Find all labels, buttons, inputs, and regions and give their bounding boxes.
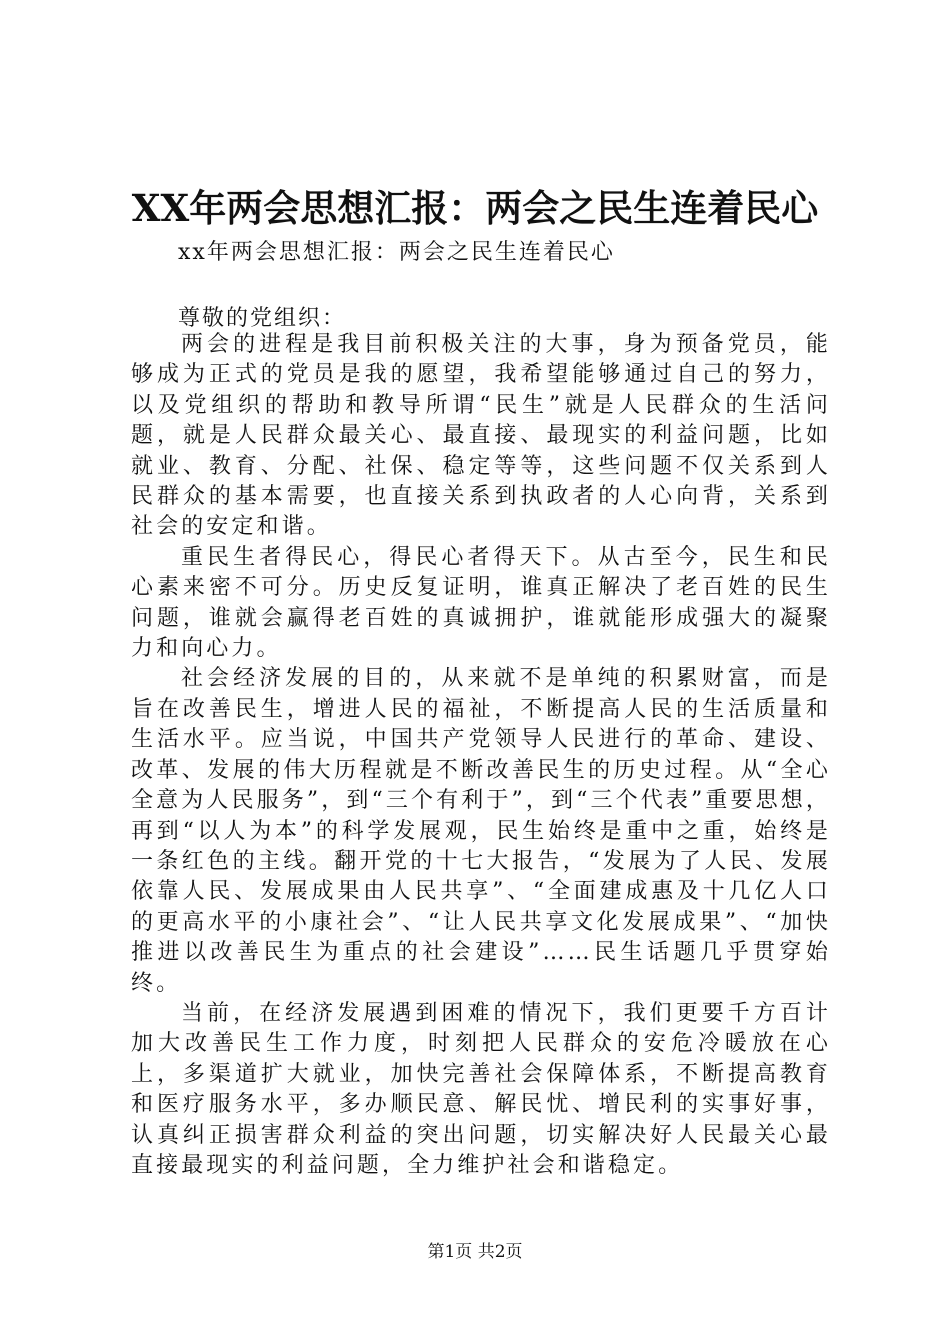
document-subtitle: xx年两会思想汇报：两会之民生连着民心 <box>178 240 615 265</box>
document-body <box>131 330 831 1181</box>
body-paragraph: 社会经济发展的目的，从来就不是单纯的积累财富，而是旨在改善民生，增进人民的福祉，不断提高人民的生活质量和生活水平。应当说，中国共产党领导人民进行的革命、建设、改革、发展的伟大历程就是不断改善民生的历史过程。从“全心全意为人民服务”，到“三个有利于”，到“三个代表”重要思想，再到“以人为本”的科学发展观，民生始终是重中之重，始终是一条红色的主线。翻开党的十七大报告，“发展为了人民、发展依靠人民、发展成果由人民共享”、“全面建成惠及十几亿人口的更高水平的小康社会”、“让人民共享文化发展成果”、“加快推进以改善民生为重点的社会建设”……民生话题几乎贯穿始终。 <box>131 666 831 996</box>
body-paragraph: 当前，在经济发展遇到困难的情况下，我们更要千方百计加大改善民生工作力度，时刻把人民群众的安危冷暖放在心上，多渠道扩大就业，加快完善社会保障体系，不断提高教育和医疗服务水平，多办顺民意、解民忧、增民利的实事好事，认真纠正损害群众利益的突出问题，切实解决好人民最关心最直接最现实的利益问题，全力维护社会和谐稳定。 <box>131 1000 831 1178</box>
body-paragraph: 两会的进程是我目前积极关注的大事，身为预备党员，能够成为正式的党员是我的愿望，我希望能够通过自己的努力，以及党组织的帮助和教导所谓“民生”就是人民群众的生活问题，就是人民群众最关心、最直接、最现实的利益问题，比如就业、教育、分配、社保、稳定等等，这些问题不仅关系到人民群众的基本需要，也直接关系到执政者的人心向背，关系到社会的安定和谐。 <box>131 332 831 540</box>
salutation: 尊敬的党组织： <box>178 306 347 331</box>
document-title: XX年两会思想汇报：两会之民生连着民心 <box>131 186 819 230</box>
body-paragraph: 重民生者得民心，得民心者得天下。从古至今，民生和民心素来密不可分。历史反复证明，谁真正解决了老百姓的民生问题，谁就会赢得老百姓的真诚拥护，谁就能形成强大的凝聚力和向心力。 <box>131 544 831 662</box>
page-footer: 第1页 共2页 <box>427 1242 523 1262</box>
